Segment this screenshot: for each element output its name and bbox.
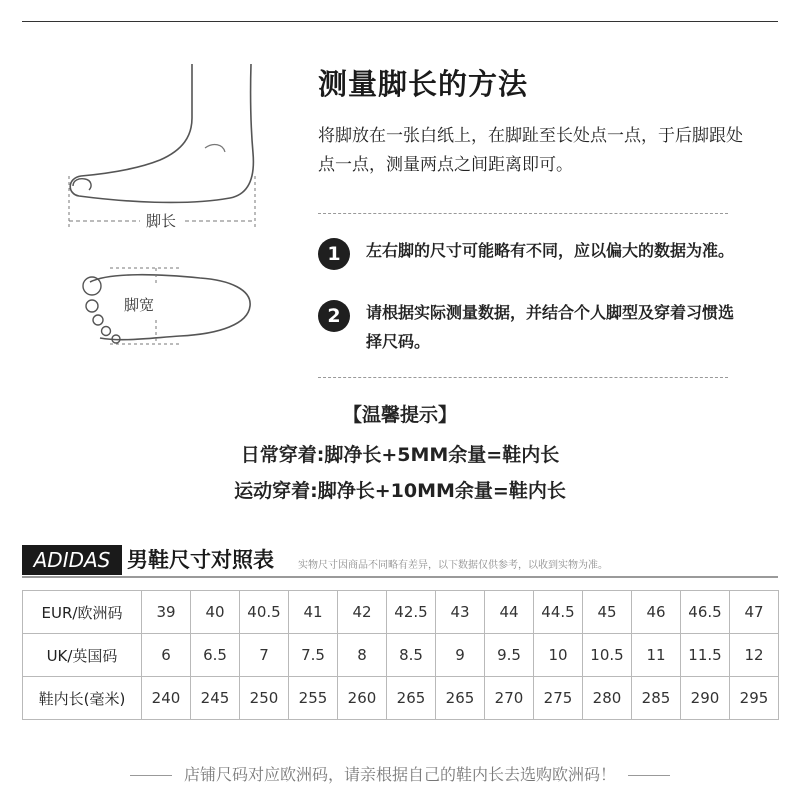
- footer-note: [0, 762, 800, 785]
- table-cell: 245: [191, 677, 240, 720]
- footer-dash-left: [130, 775, 172, 776]
- table-cell: 44.5: [534, 591, 583, 634]
- table-cell: 40.5: [240, 591, 289, 634]
- footer-dash-right: [628, 775, 670, 776]
- table-cell: 290: [681, 677, 730, 720]
- table-cell: 240: [142, 677, 191, 720]
- table-cell: 7.5: [289, 634, 338, 677]
- dashed-divider: [318, 213, 728, 214]
- brand-label: ADIDAS: [22, 545, 122, 575]
- table-cell: 11.5: [681, 634, 730, 677]
- table-cell: 285: [632, 677, 681, 720]
- table-cell: 280: [583, 677, 632, 720]
- table-cell: 7: [240, 634, 289, 677]
- table-cell: 6.5: [191, 634, 240, 677]
- tip-number-badge: 1: [318, 238, 350, 270]
- table-cell: 40: [191, 591, 240, 634]
- table-cell: 8: [338, 634, 387, 677]
- table-cell: 275: [534, 677, 583, 720]
- chart-title: 男鞋尺寸对照表: [127, 548, 274, 572]
- foot-length-label: 脚长: [146, 212, 177, 230]
- foot-width-label: 脚宽: [124, 296, 155, 314]
- table-row: [23, 677, 779, 720]
- table-row: [23, 634, 779, 677]
- method-title: 测量脚长的方法: [318, 67, 529, 101]
- table-cell: 42.5: [387, 591, 436, 634]
- table-cell: 9.5: [485, 634, 534, 677]
- table-cell: 44: [485, 591, 534, 634]
- table-cell: 265: [436, 677, 485, 720]
- top-divider: [22, 21, 778, 22]
- reminder-title: 【温馨提示】: [342, 404, 457, 426]
- row-header: UK/英国码: [23, 634, 142, 677]
- chart-note: 实物尺寸因商品不同略有差异，以下数据仅供参考，以收到实物为准。: [298, 560, 608, 571]
- chart-divider: [22, 576, 778, 578]
- row-header: EUR/欧洲码: [23, 591, 142, 634]
- tip-text: 左右脚的尺寸可能略有不同，应以偏大的数据为准。: [366, 241, 735, 260]
- table-cell: 270: [485, 677, 534, 720]
- table-cell: 11: [632, 634, 681, 677]
- reminder-daily: 日常穿着:脚净长+5MM余量=鞋内长: [240, 444, 560, 466]
- table-row: [23, 591, 779, 634]
- reminder-sport: 运动穿着:脚净长+10MM余量=鞋内长: [234, 480, 566, 502]
- table-cell: 10: [534, 634, 583, 677]
- table-cell: 46: [632, 591, 681, 634]
- table-cell: 41: [289, 591, 338, 634]
- footer-text: 店铺尺码对应欧洲码，请亲根据自己的鞋内长去选购欧洲码！: [183, 765, 616, 784]
- table-cell: 265: [387, 677, 436, 720]
- table-cell: 255: [289, 677, 338, 720]
- row-header: 鞋内长(毫米): [23, 677, 142, 720]
- size-table: [22, 590, 779, 720]
- table-cell: 9: [436, 634, 485, 677]
- table-cell: 10.5: [583, 634, 632, 677]
- table-cell: 42: [338, 591, 387, 634]
- table-cell: 45: [583, 591, 632, 634]
- table-cell: 8.5: [387, 634, 436, 677]
- method-description: 将脚放在一张白纸上，在脚趾至长处点一点，于后脚跟处点一点，测量两点之间距离即可。: [318, 126, 743, 175]
- table-cell: 295: [730, 677, 779, 720]
- table-cell: 12: [730, 634, 779, 677]
- tip-text: 请根据实际测量数据，并结合个人脚型及穿着习惯选择尺码。: [366, 303, 735, 351]
- table-cell: 47: [730, 591, 779, 634]
- tip-number-badge: 2: [318, 300, 350, 332]
- table-cell: 43: [436, 591, 485, 634]
- table-cell: 39: [142, 591, 191, 634]
- table-cell: 260: [338, 677, 387, 720]
- table-cell: 46.5: [681, 591, 730, 634]
- table-cell: 250: [240, 677, 289, 720]
- foot-sole-illustration: [70, 262, 260, 352]
- dashed-divider: [318, 377, 728, 378]
- table-cell: 6: [142, 634, 191, 677]
